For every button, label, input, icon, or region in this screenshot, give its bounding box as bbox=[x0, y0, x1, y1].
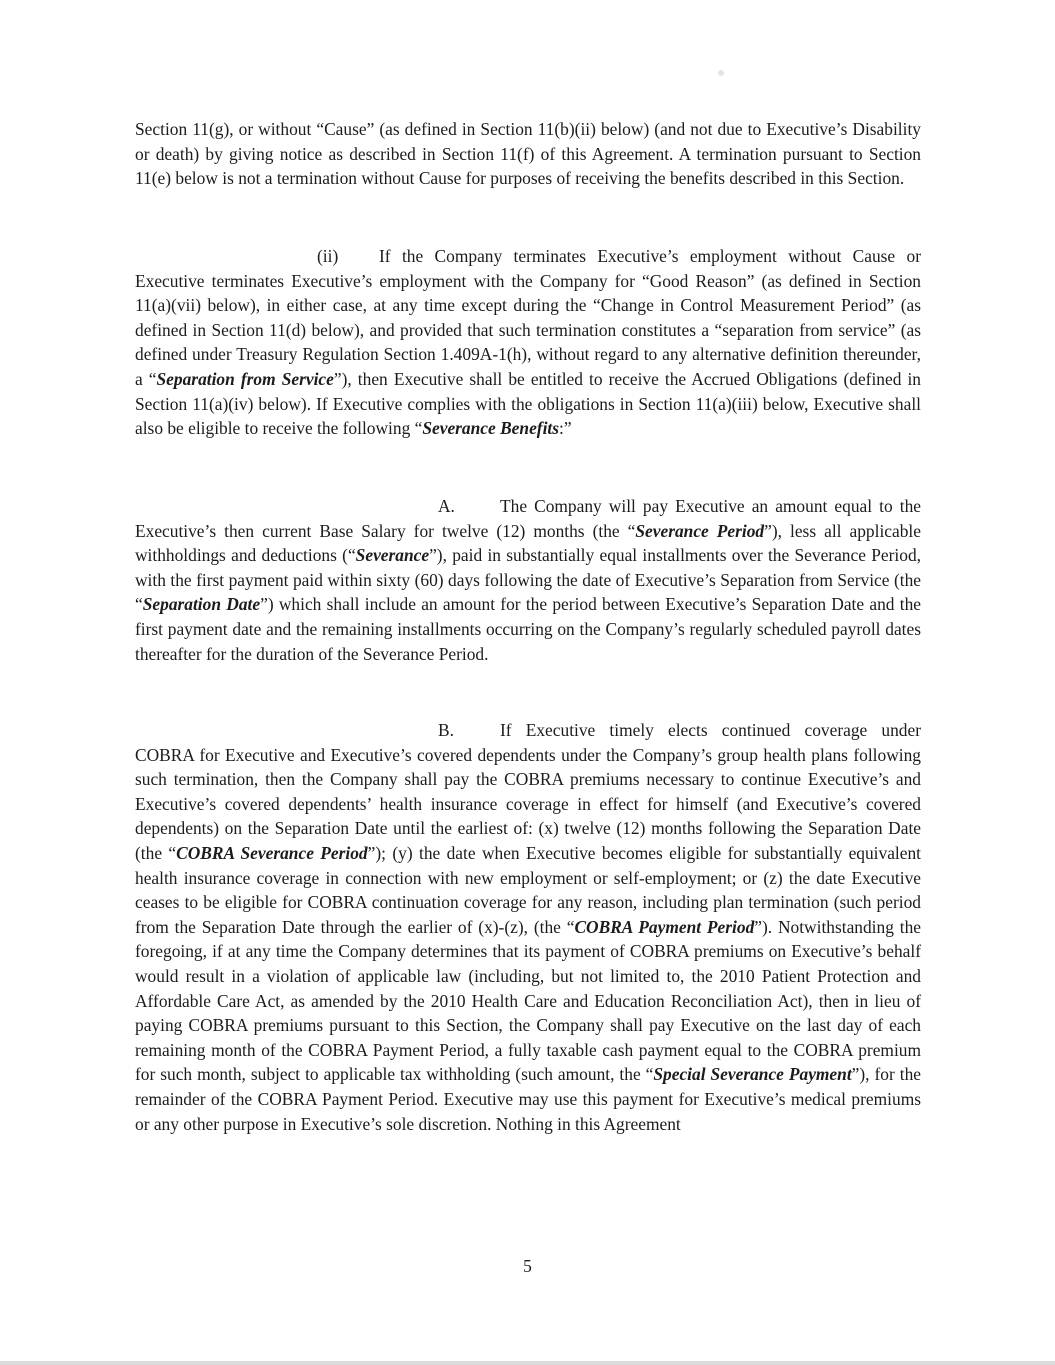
defined-term: Severance bbox=[355, 545, 430, 566]
paragraph-a bbox=[135, 494, 921, 666]
paragraph-continuation: Section 11(g), or without “Cause” (as defined in Section 11(b)(ii) below) (and not due to Executive’s Disability or death) by giving notice as described in Section 11(f) of this Agreement. A termination pursuant to Section 11(e) below is not a termination without Cause for purposes of receiving the benefits described in this Section. bbox=[135, 119, 921, 189]
clause-number: (ii) bbox=[317, 246, 339, 266]
paragraph-text: :” bbox=[559, 418, 572, 439]
defined-term: Separation Date bbox=[142, 594, 261, 615]
defined-term: Special Severance Payment bbox=[653, 1064, 852, 1085]
scan-speck bbox=[718, 70, 724, 76]
clause-number: B. bbox=[438, 720, 454, 740]
paragraph-ii bbox=[135, 244, 921, 441]
page-number: 5 bbox=[523, 1256, 532, 1276]
paragraph-text: ”), less all applicable withholdings and deductions (“ bbox=[135, 520, 921, 566]
defined-term: COBRA Payment Period bbox=[574, 916, 755, 937]
defined-term: Separation from Service bbox=[156, 368, 334, 389]
paragraph-text: ”). Notwithstanding the foregoing, if at any time the Company determines that its payment of COBRA premiums on Executive’s behalf would result in a violation of applicable law (including, but not limited to, the 2010 Patient Protection and Affordable Care Act, as amended by the 2010 Health Care and Education Reconciliation Act), then in lieu of paying COBRA premiums pursuant to this Section, the Company shall pay Executive on the last day of each remaining month of the COBRA Payment Period, a fully taxable cash payment equal to the COBRA premium for such month, subject to applicable tax withholding (such amount, the “ bbox=[135, 916, 922, 1085]
paragraph-text: ”), paid in substantially equal installments over the Severance Period, with the first payment paid within sixty (60) days following the date of Executive’s Separation from Service (the “ bbox=[135, 545, 921, 615]
paragraph-b bbox=[135, 718, 921, 1136]
defined-term: COBRA Severance Period bbox=[176, 842, 368, 863]
paragraph-text: If the Company terminates Executive’s employment without Cause or Executive terminates Executive’s employment with the Company for “Good Reason” (as defined in Section 11(a)(vii) below), in either case, at any time except during the “Change in Control Measurement Period” (as defined in Section 11(d) below), and provided that such termination constitutes a “separation from service” (as defined under Treasury Regulation Section 1.409A-1(h), without regard to any alternative definition thereunder, a “ bbox=[135, 246, 921, 389]
defined-term: Severance Period bbox=[635, 520, 765, 541]
defined-term: Severance Benefits bbox=[422, 418, 560, 439]
paragraph-text: The Company will pay Executive an amount equal to the Executive’s then current Base Salary for twelve (12) months (the “ bbox=[135, 496, 921, 541]
paragraph-text: ”); (y) the date when Executive becomes eligible for substantially equivalent health insurance coverage in connection with new employment or self-employment; or (z) the date Executive ceases to be eligible for COBRA continuation coverage for any reason, including plan termination (such period from the Separation Date through the earlier of (x)-(z), (the “ bbox=[135, 842, 922, 937]
paragraph-text: ”), then Executive shall be entitled to receive the Accrued Obligations (defined in Section 11(a)(iv) below). If Executive complies with the obligations in Section 11(a)(iii) below, Executive shall also be eligible to receive the following “ bbox=[135, 368, 921, 439]
scan-bottom-edge bbox=[0, 1361, 1055, 1365]
paragraph-text: If Executive timely elects continued coverage under COBRA for Executive and Executive’s covered dependents under the Company’s group health plans following such termination, then the Company shall pay the COBRA premiums necessary to continue Executive’s and Executive’s covered dependents’ health insurance coverage in effect for himself (and Executive’s covered dependents) on the Separation Date until the earliest of: (x) twelve (12) months following the Separation Date (the “ bbox=[135, 720, 921, 863]
paragraph-text: ”) which shall include an amount for the period between Executive’s Separation Date and the first payment date and the remaining installments occurring on the Company’s regularly scheduled payroll dates thereafter for the duration of the Severance Period. bbox=[135, 594, 921, 664]
paragraph-text: ”), for the remainder of the COBRA Payment Period. Executive may use this payment for Executive’s medical premiums or any other purpose in Executive’s sole discretion. Nothing in this Agreement bbox=[135, 1064, 922, 1134]
clause-number: A. bbox=[438, 496, 455, 516]
